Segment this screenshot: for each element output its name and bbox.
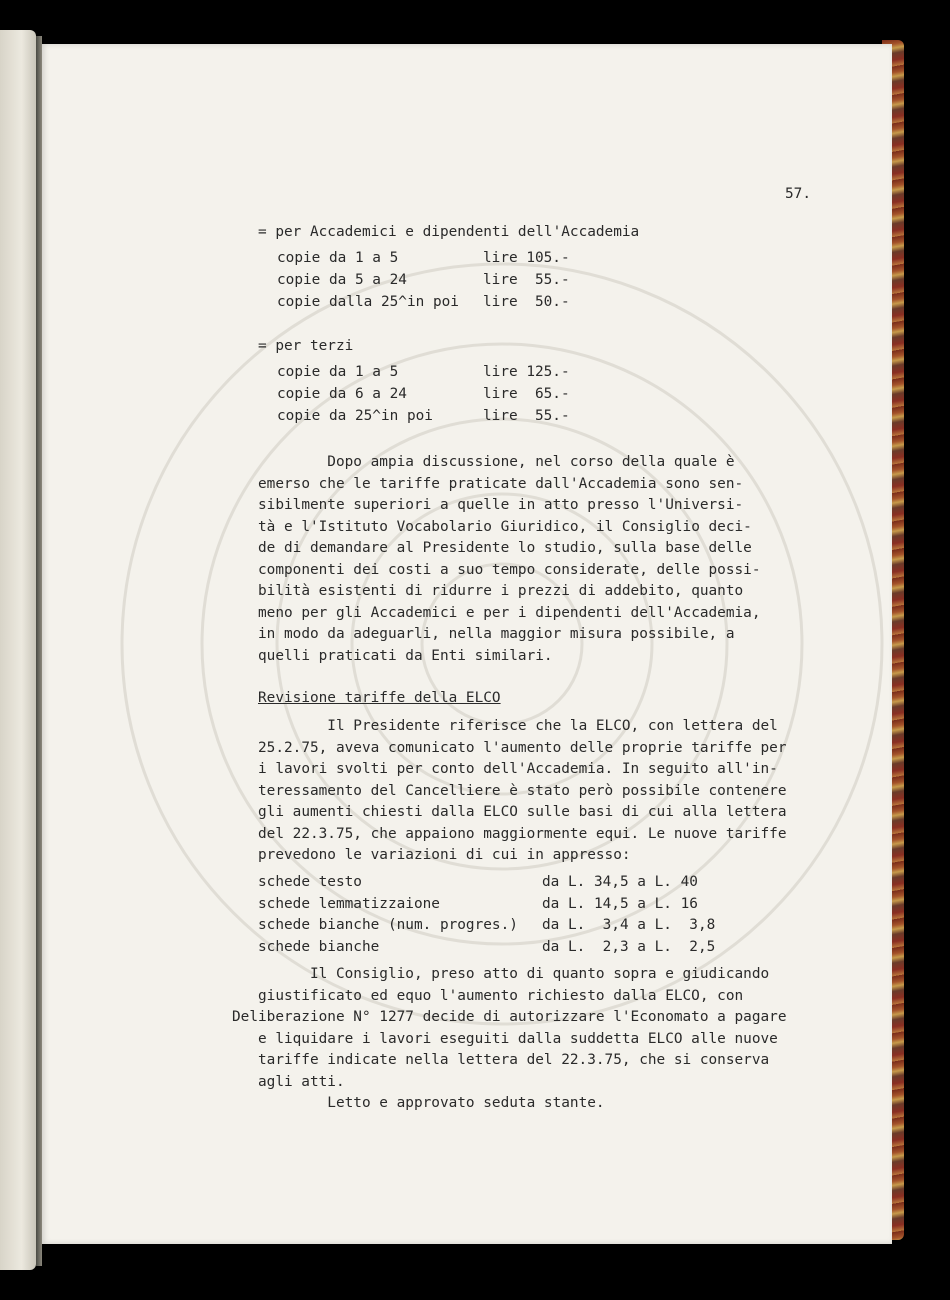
schedule-row: [258, 915, 715, 937]
section-heading-third-parties: = per terzi: [258, 338, 354, 354]
schedule-change: da L. 3,4 a L. 3,8: [542, 917, 716, 933]
schedule-item: schede lemmatizzaione: [258, 895, 440, 912]
tariff-price: lire 125.-: [483, 364, 570, 380]
section-heading-academics: = per Accademici e dipendenti dell'Accademia: [258, 224, 640, 240]
schedule-item: schede testo: [258, 874, 362, 890]
paragraph-line: tariffe indicate nella lettera del 22.3.75, che si conserva: [232, 1052, 770, 1068]
tariff-description: copie da 25^in poi: [277, 408, 433, 424]
paragraph-line: Deliberazione N° 1277 decide di autorizzare l'Economato a pagare: [232, 1009, 787, 1025]
tariff-price: lire 50.-: [483, 294, 570, 310]
paragraph-line: agli atti.: [232, 1073, 345, 1090]
paragraph-line: bilità esistenti di ridurre i prezzi di addebito, quanto: [258, 583, 744, 599]
tariff-row: [277, 362, 570, 384]
closing-line: Letto e approvato seduta stante.: [258, 1095, 605, 1111]
tariff-price: lire 55.-: [483, 408, 570, 424]
page-number: 57.: [785, 186, 811, 202]
tariff-description: copie da 5 a 24: [277, 272, 407, 288]
facing-page-edge: [0, 30, 36, 1270]
paragraph-line: Il Consiglio, preso atto di quanto sopra e giudicando: [232, 966, 770, 982]
paragraph-line: i lavori svolti per conto dell'Accademia. In seguito all'in-: [258, 761, 778, 777]
paragraph-line: de di demandare al Presidente lo studio, sulla base delle: [258, 540, 752, 556]
paragraph-line: 25.2.75, aveva comunicato l'aumento delle proprie tariffe per: [258, 739, 787, 756]
paragraph-line: meno per gli Accademici e per i dipendenti dell'Accademia,: [258, 604, 761, 621]
tariff-row: [277, 406, 570, 428]
schedule-row: [258, 872, 698, 894]
tariff-description: copie da 1 a 5: [277, 250, 399, 266]
paragraph-line: sibilmente superiori a quelle in atto presso l'Universi-: [258, 497, 744, 513]
tariff-row: [277, 248, 570, 270]
paragraph-line: emerso che le tariffe praticate dall'Accademia sono sen-: [258, 475, 744, 492]
paragraph-line: tà e l'Istituto Vocabolario Giuridico, il Consiglio deci-: [258, 518, 752, 535]
schedule-change: da L. 14,5 a L. 16: [542, 895, 698, 912]
tariff-description: copie dalla 25^in poi: [277, 294, 459, 310]
schedule-change: da L. 34,5 a L. 40: [542, 874, 698, 890]
tariff-description: copie da 6 a 24: [277, 386, 407, 402]
schedule-change: da L. 2,3 a L. 2,5: [542, 938, 716, 955]
tariff-price: lire 65.-: [483, 386, 570, 402]
paragraph-line: componenti dei costi a suo tempo considerate, delle possi-: [258, 561, 761, 578]
tariff-price: lire 55.-: [483, 272, 570, 288]
paragraph-line: Il Presidente riferisce che la ELCO, con lettera del: [258, 718, 778, 734]
tariff-description: copie da 1 a 5: [277, 364, 399, 380]
subheading-elco-tariffs: Revisione tariffe della ELCO: [258, 690, 501, 706]
schedule-item: schede bianche (num. progres.): [258, 917, 518, 933]
document-page: [42, 44, 892, 1244]
tariff-row: [277, 270, 570, 292]
paragraph-line: del 22.3.75, che appaiono maggiormente equi. Le nuove tariffe: [258, 825, 787, 842]
paragraph-line: gli aumenti chiesti dalla ELCO sulle basi di cui alla lettera: [258, 804, 787, 820]
paragraph-line: teressamento del Cancelliere è stato però possibile contenere: [258, 782, 787, 799]
schedule-row: [258, 937, 715, 959]
tariff-row: [277, 384, 570, 406]
schedule-item: schede bianche: [258, 938, 380, 955]
paragraph-line: prevedono le variazioni di cui in appresso:: [258, 847, 631, 863]
tariff-price: lire 105.-: [483, 250, 570, 266]
paragraph-line: in modo da adeguarli, nella maggior misura possibile, a: [258, 626, 735, 642]
tariff-row: [277, 292, 570, 314]
paragraph-line: e liquidare i lavori eseguiti dalla suddetta ELCO alle nuove: [232, 1030, 778, 1047]
paragraph-line: Dopo ampia discussione, nel corso della quale è: [258, 454, 735, 470]
paragraph-line: giustificato ed equo l'aumento richiesto dalla ELCO, con: [232, 987, 744, 1004]
paragraph-line: quelli praticati da Enti similari.: [258, 647, 553, 664]
schedule-row: [258, 894, 698, 916]
